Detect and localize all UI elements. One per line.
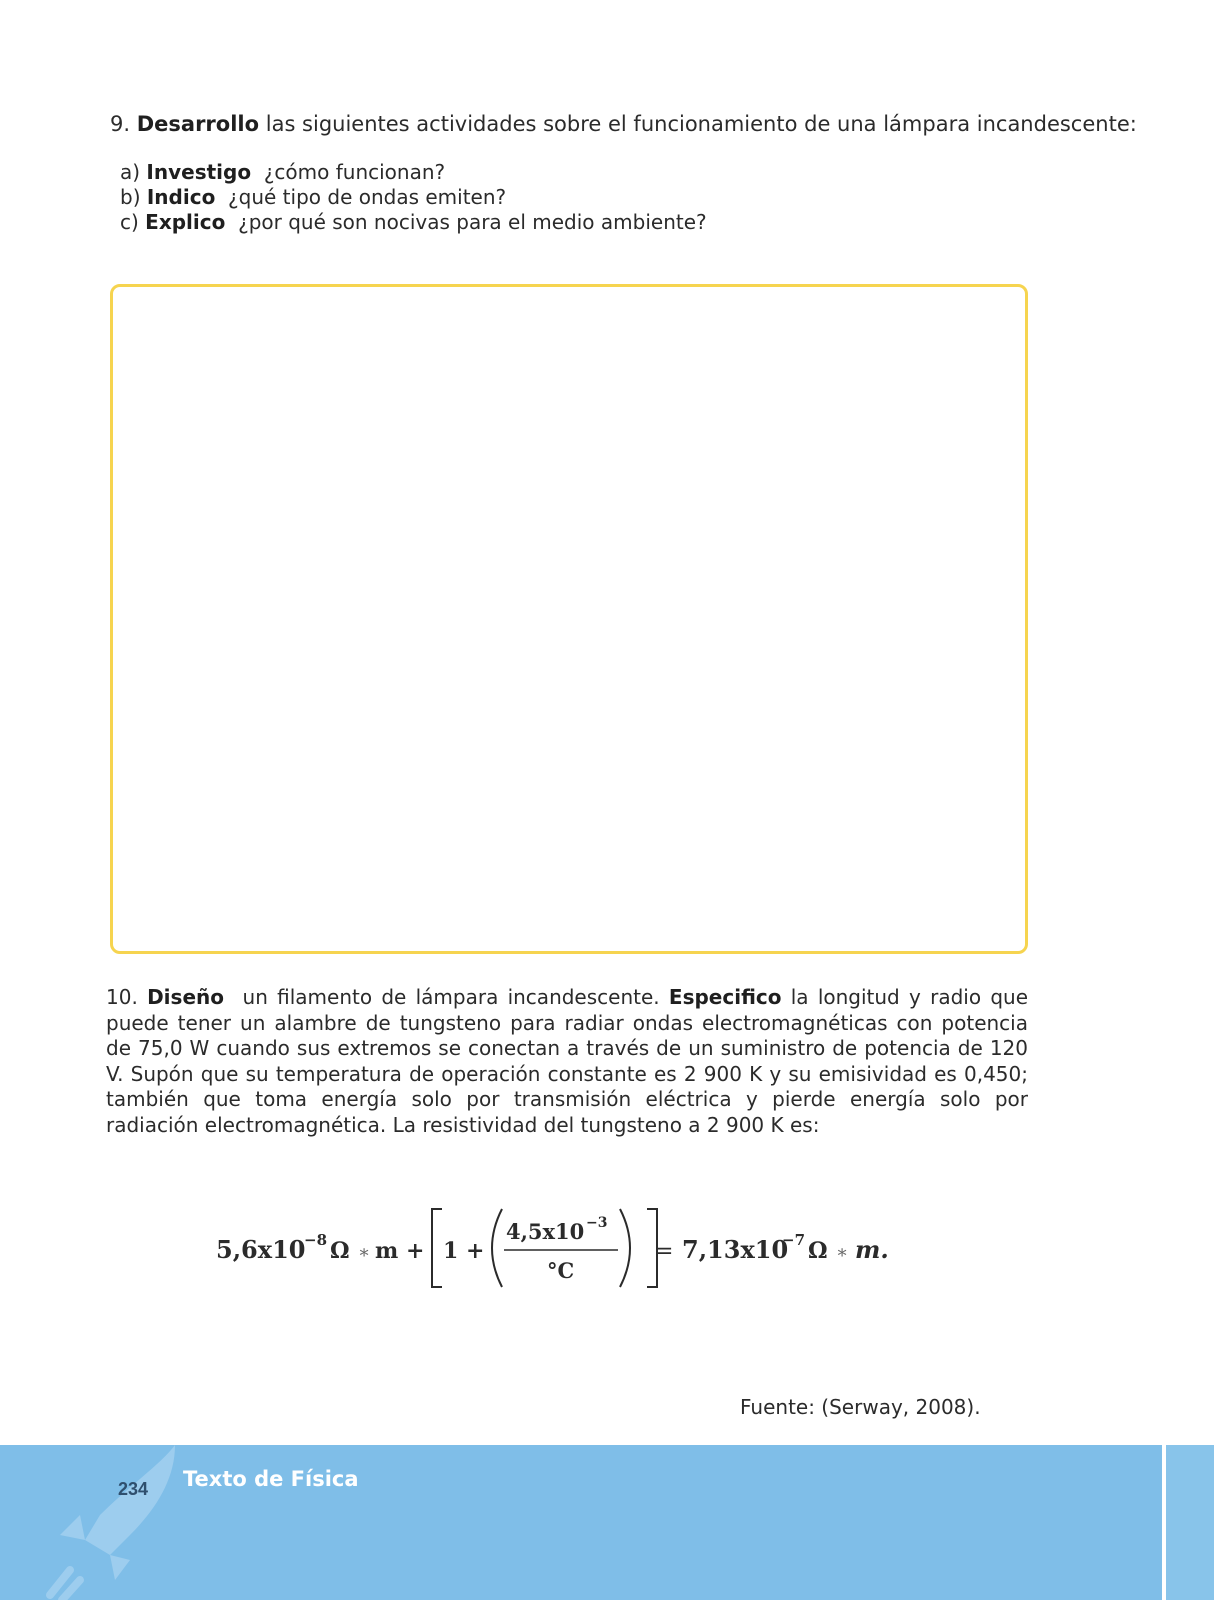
question-text: las siguientes actividades sobre el funcionamiento de una lámpara incandescente: [265, 112, 1137, 136]
item-text: ¿cómo funcionan? [263, 160, 446, 184]
formula-rhs-exp: −7 [782, 1231, 806, 1249]
item-verb: Explico [145, 210, 226, 234]
formula-m2: m. [855, 1235, 889, 1264]
left-bracket [432, 1209, 442, 1287]
formula-den: °C [547, 1258, 575, 1283]
page-footer [0, 1445, 1214, 1600]
formula-m1: m + [375, 1238, 425, 1264]
question-9 [110, 110, 1137, 138]
book-title: Texto de Física [183, 1467, 359, 1491]
item-c [120, 210, 707, 235]
rocket-icon [40, 1445, 190, 1600]
formula-lhs-exp: −8 [304, 1231, 328, 1249]
right-paren [620, 1209, 630, 1287]
question-number: 9. [110, 112, 131, 136]
formula-one-plus: 1 + [443, 1238, 485, 1264]
question-verb-2: Especifico [668, 985, 782, 1009]
question-verb-1: Diseño [147, 985, 224, 1009]
footer-side-strip [1162, 1445, 1214, 1600]
left-paren [492, 1209, 502, 1287]
item-prefix: c) [120, 210, 139, 234]
item-prefix: a) [120, 160, 141, 184]
question-verb: Desarrollo [136, 112, 260, 136]
question-10 [106, 985, 1028, 1138]
question-9-items [120, 160, 707, 235]
question-text-1: un filamento de lámpara incandescente. [242, 985, 660, 1009]
formula-eq: = [655, 1239, 674, 1264]
formula-lhs-coef: 5,6x10 [216, 1235, 306, 1264]
item-text: ¿por qué son nocivas para el medio ambiente? [238, 210, 707, 234]
formula-rhs-unit: Ω [808, 1238, 828, 1264]
item-verb: Investigo [146, 160, 252, 184]
question-text-2: la longitud y radio que puede tener un alambre de tungsteno para radiar ondas electromagnéticas con potencia de 75,0 W cuando sus extremos se conectan a través de un suministro de potencia de 120 V. Supón que su temperatura de operación constante es 2 900 K y su emisividad es 0,450; también que toma energía solo por transmisión eléctrica y pierde energía solo por radiación electromagnética. La resistividad del tungsteno a 2 900 K es: [106, 985, 1029, 1137]
item-prefix: b) [120, 185, 141, 209]
formula-num-exp: −3 [586, 1215, 608, 1231]
item-verb: Indico [146, 185, 216, 209]
item-a [120, 160, 707, 185]
formula-star: ∗ [358, 1242, 371, 1263]
resistivity-formula [210, 1195, 910, 1295]
formula-star-2: ∗ [836, 1242, 849, 1263]
formula-lhs-unit: Ω [330, 1238, 350, 1264]
source-citation: Fuente: (Serway, 2008). [740, 1395, 981, 1419]
item-b [120, 185, 707, 210]
question-number: 10. [106, 985, 138, 1009]
formula-num-coef: 4,5x10 [506, 1219, 585, 1244]
formula-rhs-coef: 7,13x10 [682, 1235, 789, 1264]
answer-box[interactable] [110, 284, 1028, 954]
item-text: ¿qué tipo de ondas emiten? [228, 185, 507, 209]
page-number: 234 [117, 1479, 149, 1499]
